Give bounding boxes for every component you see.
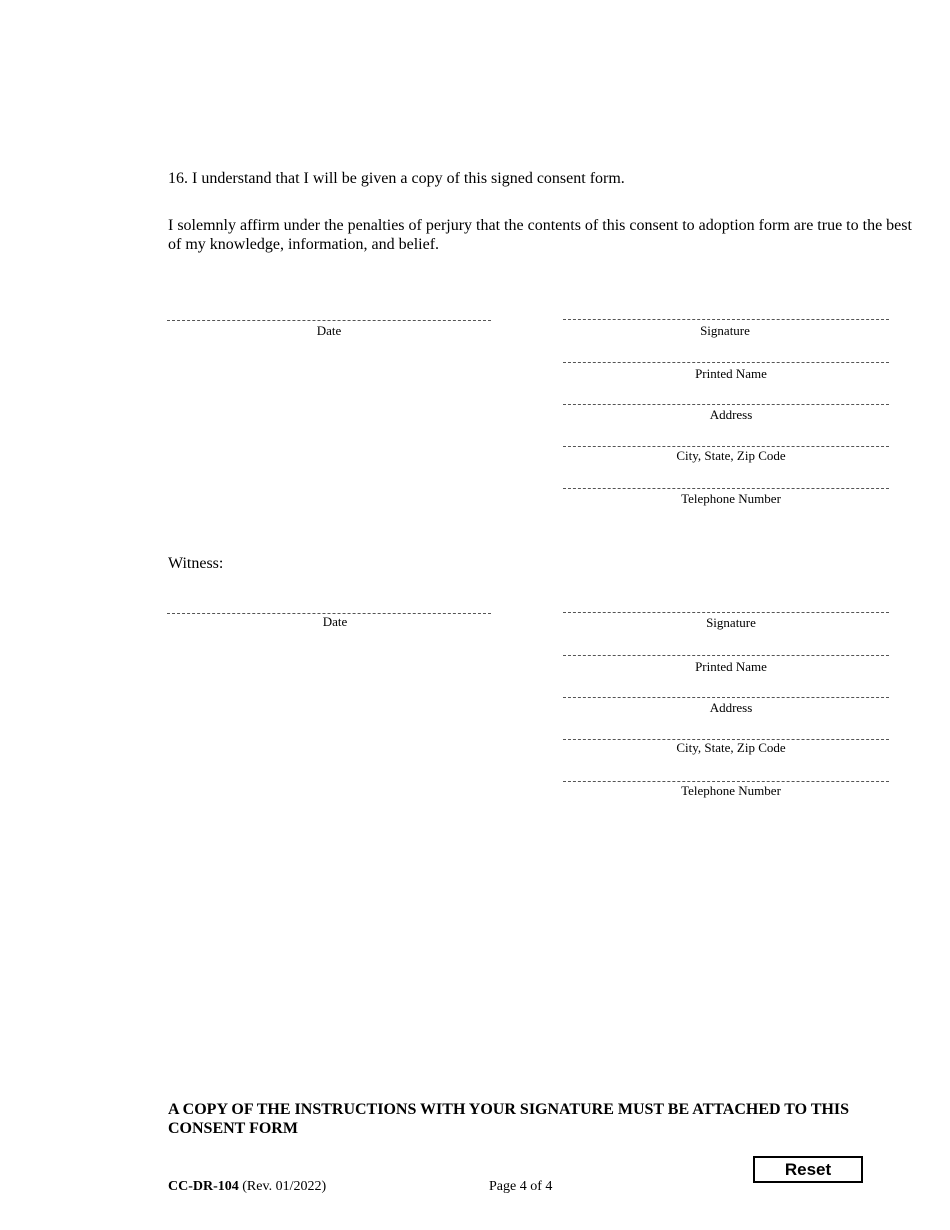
witness-address-line[interactable] xyxy=(563,697,889,698)
witness-signature-label: Signature xyxy=(706,615,756,630)
reset-button[interactable]: Reset xyxy=(753,1156,863,1183)
signer-telephone-label: Telephone Number xyxy=(681,491,781,506)
form-number: CC-DR-104 xyxy=(168,1179,239,1194)
signer-city-state-zip-line[interactable] xyxy=(563,446,889,447)
signer-signature-label: Signature xyxy=(700,323,750,338)
attachment-notice: A COPY OF THE INSTRUCTIONS WITH YOUR SIGNATURE MUST BE ATTACHED TO THIS CONSENT FORM xyxy=(168,1101,850,1137)
signer-printed-name-line[interactable] xyxy=(563,362,889,363)
signer-address-label: Address xyxy=(709,407,753,422)
signer-printed-name-label: Printed Name xyxy=(695,366,767,381)
form-revision: (Rev. 01/2022) xyxy=(242,1179,327,1194)
signer-telephone-line[interactable] xyxy=(563,488,889,489)
signer-signature-line[interactable] xyxy=(563,319,889,320)
page-number: Page 4 of 4 xyxy=(489,1179,553,1194)
form-identifier xyxy=(168,1179,326,1195)
witness-telephone-label: Telephone Number xyxy=(681,783,781,798)
witness-printed-name-line[interactable] xyxy=(563,655,889,656)
perjury-affirmation: I solemnly affirm under the penalties of perjury that the contents of this consent to adoption form are true to the best of my knowledge, information, and belief. xyxy=(168,217,912,253)
witness-telephone-line[interactable] xyxy=(563,781,889,782)
witness-date-label: Date xyxy=(322,614,348,629)
witness-signature-line[interactable] xyxy=(563,612,889,613)
witness-address-label: Address xyxy=(709,700,753,715)
witness-city-state-zip-label: City, State, Zip Code xyxy=(676,740,786,755)
witness-heading: Witness: xyxy=(168,555,224,572)
signer-date-label: Date xyxy=(316,323,342,338)
signer-address-line[interactable] xyxy=(563,404,889,405)
witness-printed-name-label: Printed Name xyxy=(695,659,767,674)
signer-city-state-zip-label: City, State, Zip Code xyxy=(676,448,786,463)
statement-16: 16. I understand that I will be given a copy of this signed consent form. xyxy=(168,170,625,187)
signer-date-line[interactable] xyxy=(167,320,491,321)
